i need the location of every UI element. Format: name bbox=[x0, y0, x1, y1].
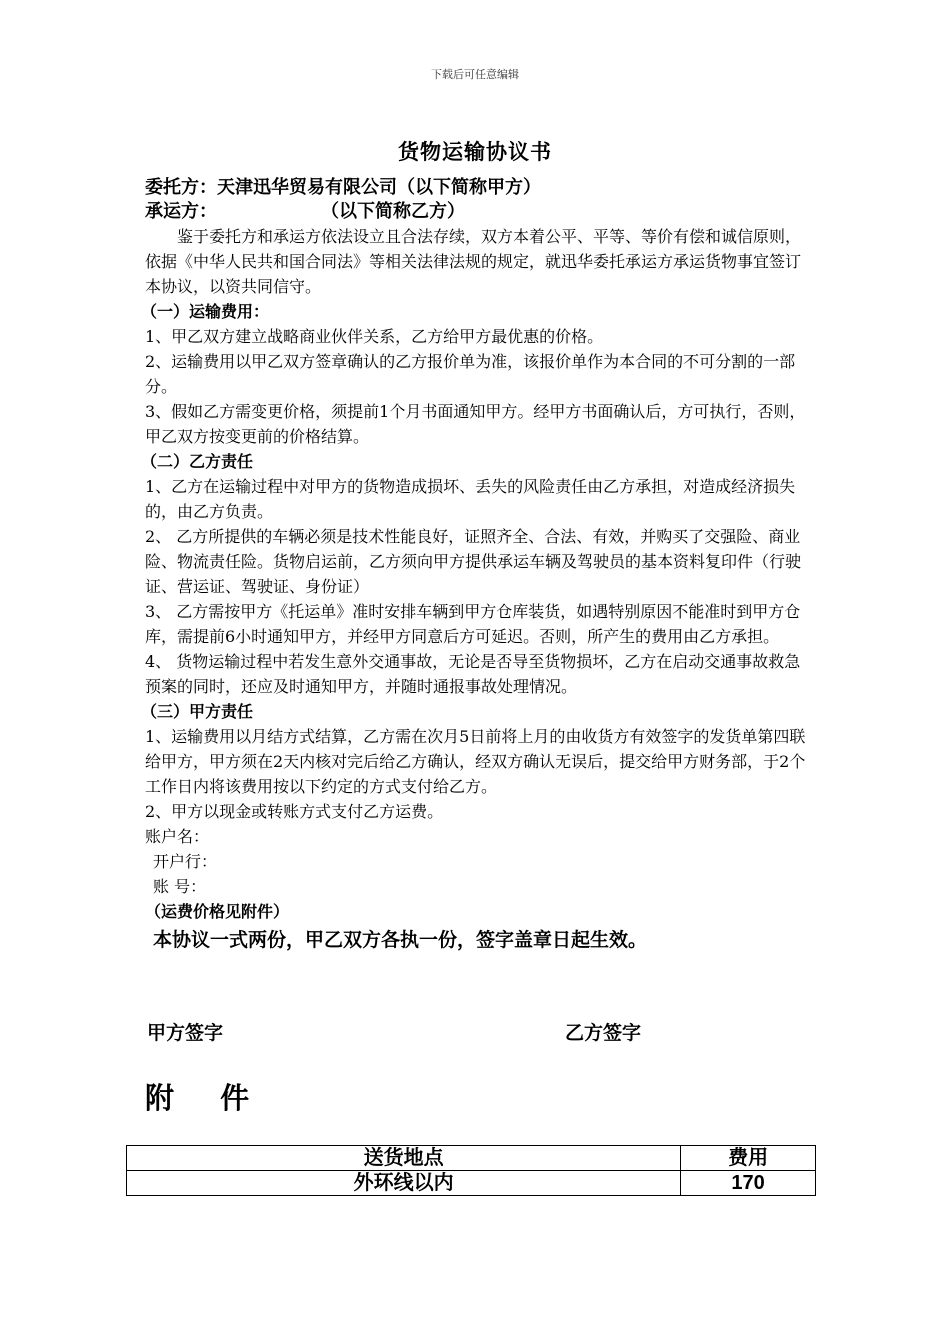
document-title: 货物运输协议书 bbox=[398, 139, 552, 164]
annex-title: 附 件 bbox=[145, 1081, 268, 1115]
section-heading-client-duty: （三）甲方责任 bbox=[141, 702, 254, 721]
bank-account-name: 账户名： bbox=[145, 827, 210, 846]
table-row bbox=[127, 1171, 816, 1196]
carrier-duty-item-4: 4、 货物运输过程中若发生意外交通事故，无论是否导至货物损坏，乙方在启动交通事故救急预案的同时，还应及时通知甲方，并随时通报事故处理情况。 bbox=[145, 652, 801, 696]
fee-note: （运费价格见附件） bbox=[145, 902, 290, 921]
cell-location: 外环线以内 bbox=[127, 1171, 681, 1196]
carrier-duty-item-3: 3、 乙方需按甲方《托运单》准时安排车辆到甲方仓库装货，如遇特别原因不能准时到甲方仓库，需提前6小时通知甲方，并经甲方同意后方可延迟。否则，所产生的费用由乙方承担。 bbox=[145, 602, 801, 646]
agreement-body bbox=[141, 176, 815, 954]
header-location: 送货地点 bbox=[127, 1146, 681, 1171]
fee-table bbox=[126, 1145, 816, 1196]
carrier-duty-item-1: 1、乙方在运输过程中对甲方的货物造成损坏、丢失的风险责任由乙方承担，对造成经济损失的，由乙方负责。 bbox=[145, 477, 796, 521]
header-fee: 费用 bbox=[681, 1146, 816, 1171]
effective-clause: 本协议一式两份，甲乙双方各执一份，签字盖章日起生效。 bbox=[153, 929, 648, 951]
party-b-signature: 乙方签字 bbox=[565, 1022, 642, 1044]
carrier-label: 承运方： bbox=[145, 201, 217, 222]
client-duty-item-2: 2、甲方以现金或转账方式支付乙方运费。 bbox=[145, 802, 444, 821]
carrier-suffix: （以下简称乙方） bbox=[321, 201, 465, 222]
fees-item-3: 3、假如乙方需变更价格，须提前1个月书面通知甲方。经甲方书面确认后，方可执行，否则，甲乙双方按变更前的价格结算。 bbox=[145, 402, 806, 446]
fees-item-2: 2、运输费用以甲乙双方签章确认的乙方报价单为准，该报价单作为本合同的不可分割的一部分。 bbox=[145, 352, 796, 396]
client-duty-item-1: 1、运输费用以月结方式结算，乙方需在次月5日前将上月的由收货方有效签字的发货单第四联给甲方，甲方须在2天内核对完后给乙方确认，经双方确认无误后，提交给甲方财务部，于2个工作日内将该费用按以下约定的方式支付给乙方。 bbox=[145, 727, 806, 796]
bank-name: 开户行： bbox=[153, 852, 218, 871]
carrier-duty-item-2: 2、 乙方所提供的车辆必须是技术性能良好，证照齐全、合法、有效，并购买了交强险、商业险、物流责任险。货物启运前，乙方须向甲方提供承运车辆及驾驶员的基本资料复印件（行驶证、营运证、驾驶证、身份证） bbox=[145, 527, 802, 596]
carrier-line bbox=[145, 200, 815, 224]
party-a-signature: 甲方签字 bbox=[147, 1022, 224, 1044]
section-heading-carrier-duty: （二）乙方责任 bbox=[141, 452, 254, 471]
signature-row bbox=[147, 1018, 747, 1048]
fees-item-1: 1、甲乙双方建立战略商业伙伴关系，乙方给甲方最优惠的价格。 bbox=[145, 327, 604, 346]
client-line: 委托方：天津迅华贸易有限公司（以下简称甲方） bbox=[145, 177, 541, 198]
header-note: 下载后可任意编辑 bbox=[431, 68, 519, 81]
bank-account-number: 账 号： bbox=[153, 877, 207, 896]
fee-table-header bbox=[127, 1146, 816, 1171]
cell-fee: 170 bbox=[681, 1171, 816, 1196]
preamble: 鉴于委托方和承运方依法设立且合法存续，双方本着公平、平等、等价有偿和诚信原则，依据《中华人民共和国合同法》等相关法律法规的规定，就迅华委托承运方承运货物事宜签订本协议，以资共同信守。 bbox=[145, 227, 802, 296]
section-heading-fees: （一）运输费用： bbox=[141, 302, 270, 321]
